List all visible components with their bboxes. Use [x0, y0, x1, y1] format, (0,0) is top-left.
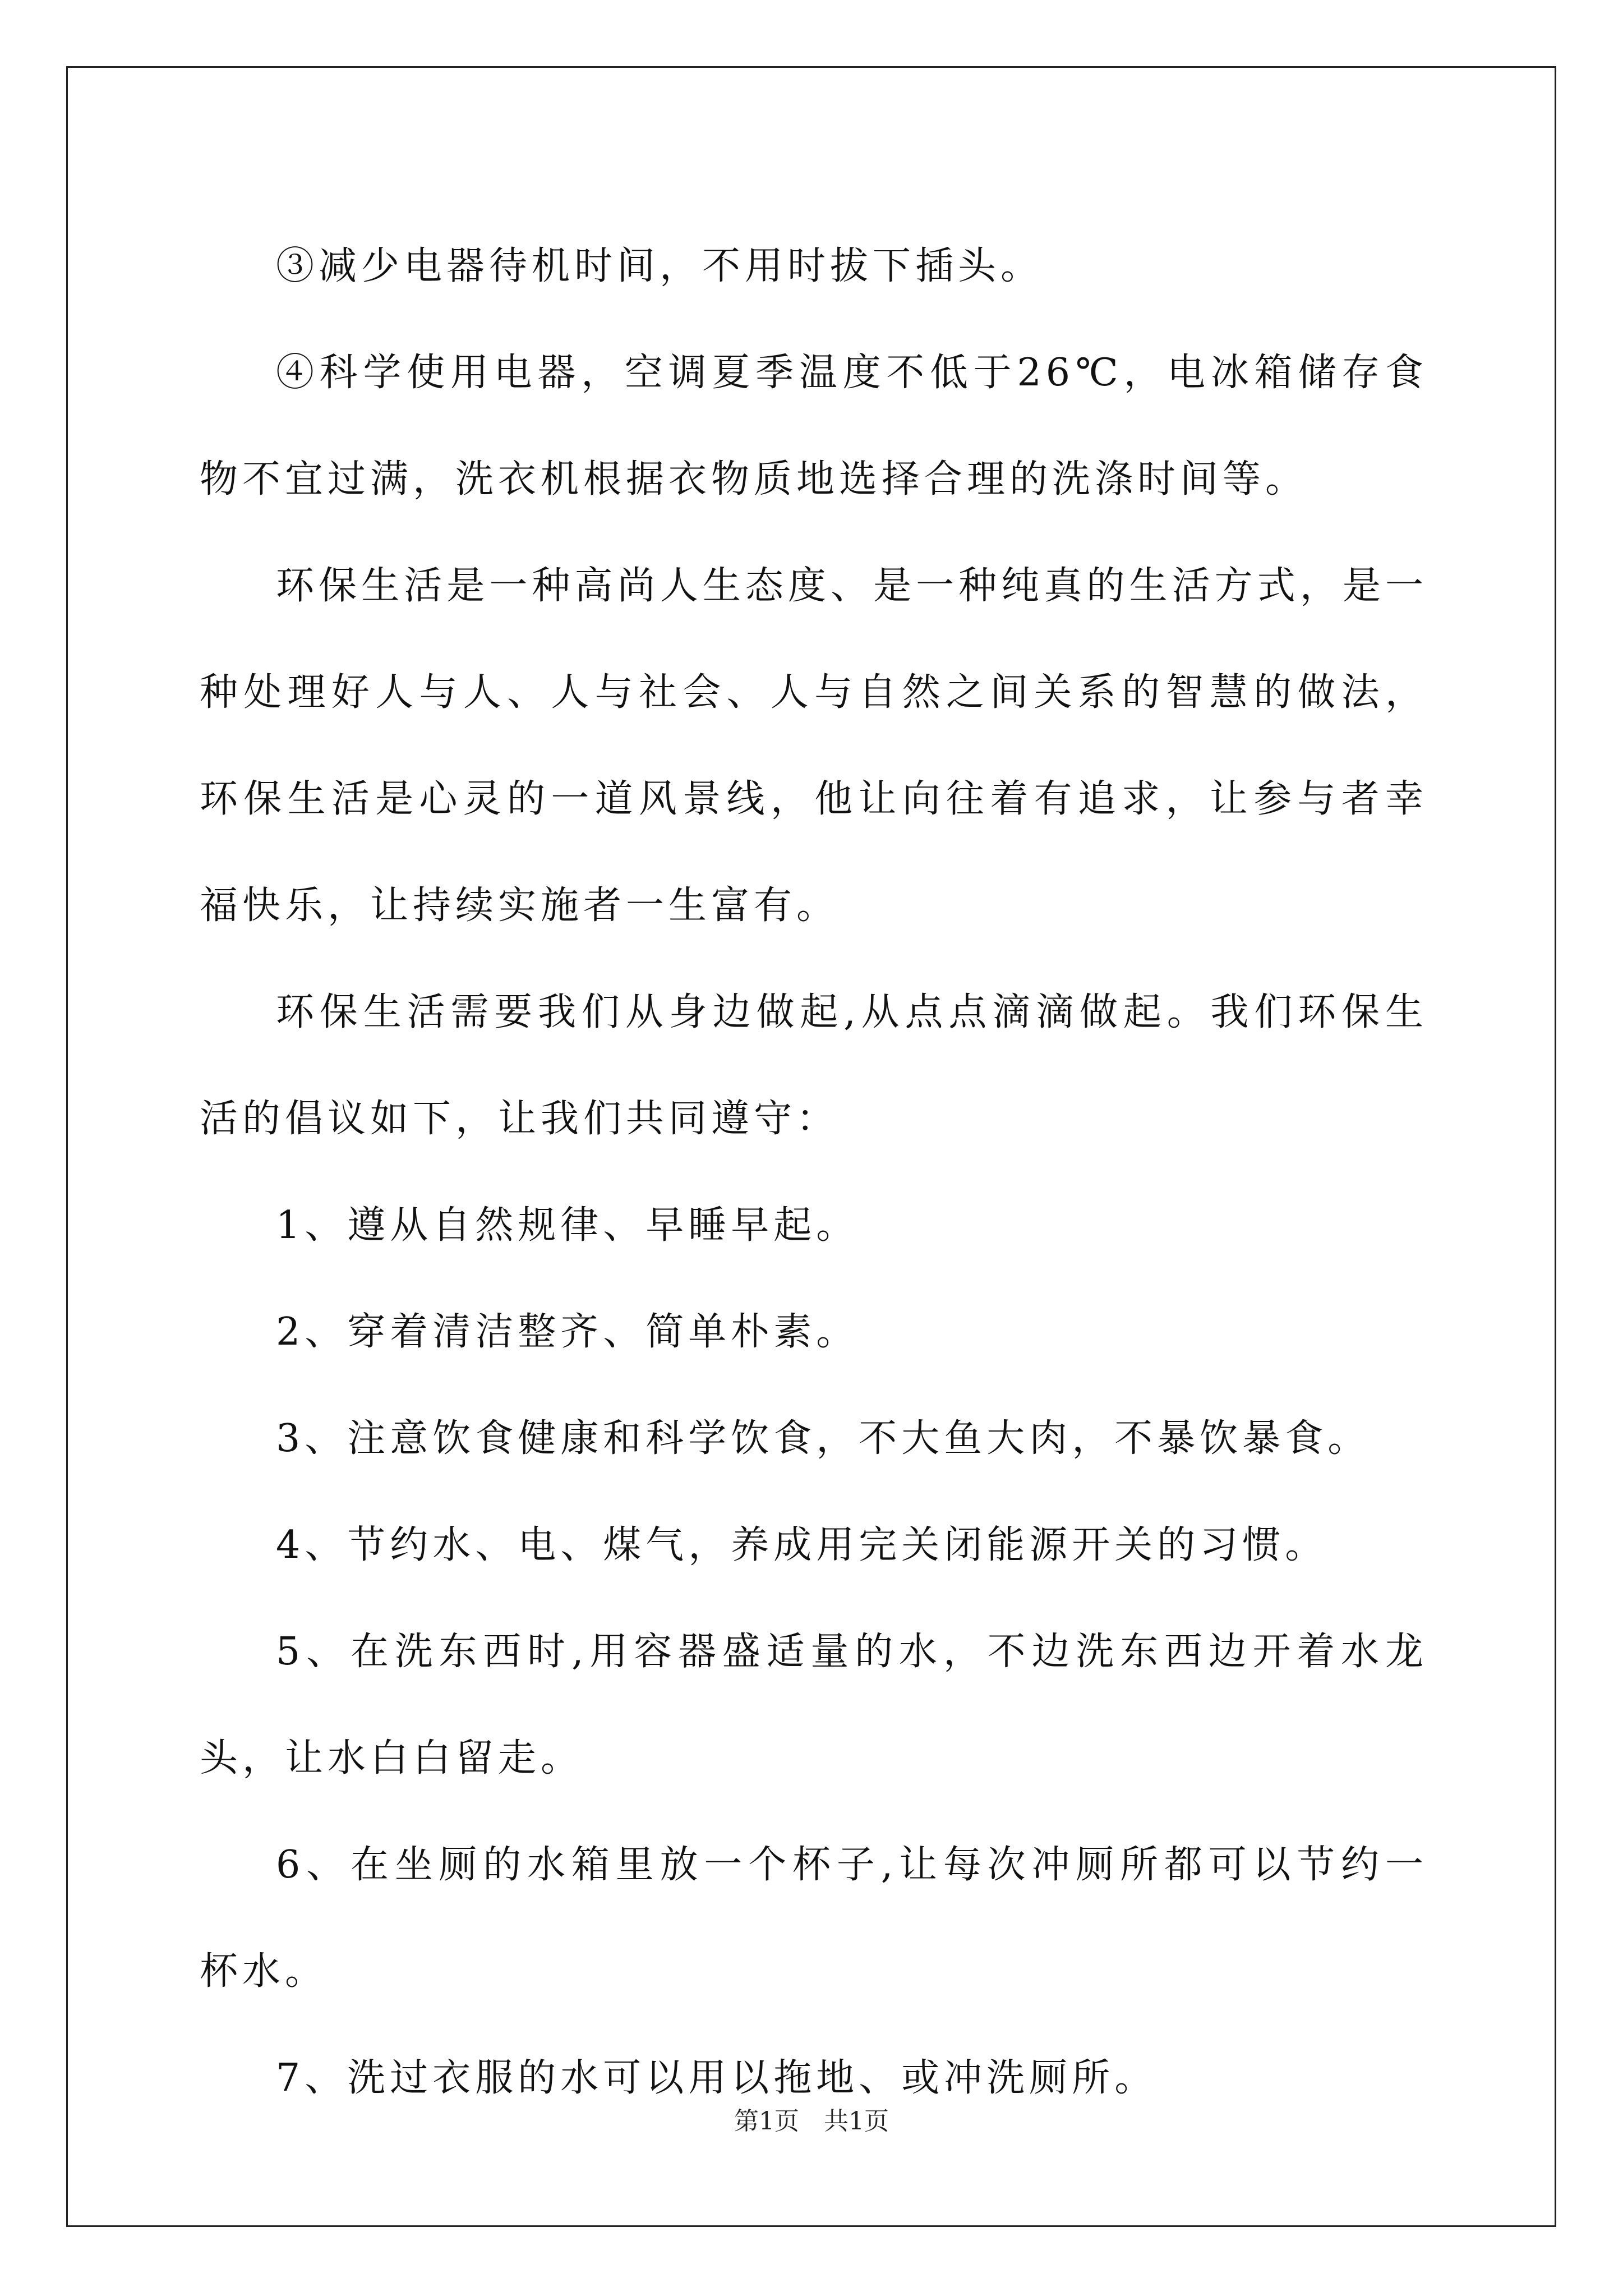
- page-number-footer: 第1页 共1页: [734, 2107, 889, 2136]
- document-body: [200, 213, 1428, 2132]
- list-item-4: 4、节约水、电、煤气，养成用完关闭能源开关的习惯。: [276, 1523, 1328, 1567]
- list-item-3: 3、注意饮食健康和科学饮食，不大鱼大肉，不暴饮暴食。: [276, 1416, 1371, 1461]
- list-item-2: 2、穿着清洁整齐、简单朴素。: [276, 1310, 859, 1354]
- list-item-7: 7、洗过衣服的水可以用以拖地、或冲洗厕所。: [276, 2056, 1158, 2100]
- paragraph-proposal-intro: 环保生活需要我们从身边做起,从点点滴滴做起。我们环保生活的倡议如下，让我们共同遵守：: [200, 990, 1428, 1141]
- list-item-1: 1、遵从自然规律、早睡早起。: [276, 1203, 859, 1248]
- paragraph-eco-life-intro: 环保生活是一种高尚人生态度、是一种纯真的生活方式，是一种处理好人与人、人与社会、人与自然之间关系的智慧的做法，环保生活是心灵的一道风景线，他让向往着有追求，让参与者幸福快乐，让持续实施者一生富有。: [200, 564, 1428, 928]
- paragraph-item-4: ④科学使用电器，空调夏季温度不低于26℃，电冰箱储存食物不宜过满，洗衣机根据衣物质地选择合理的洗涤时间等。: [200, 351, 1428, 501]
- paragraph-item-3: ③减少电器待机时间，不用时拔下插头。: [276, 244, 1044, 288]
- list-item-5: 5、在洗东西时,用容器盛适量的水，不边洗东西边开着水龙头，让水白白留走。: [200, 1630, 1428, 1780]
- list-item-6: 6、在坐厕的水箱里放一个杯子,让每次冲厕所都可以节约一杯水。: [200, 1843, 1428, 1994]
